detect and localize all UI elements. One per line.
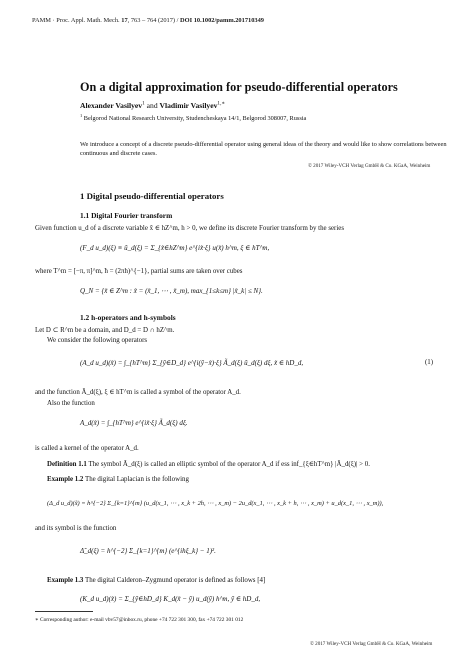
definition-text: The symbol Ã_d(ξ) is called an elliptic symbol of the operator A_d if ess inf_{ξ∈hT^m} |Ã_d(ξ)| > 0. <box>88 461 370 468</box>
paragraph-its-symbol: and its symbol is the function <box>35 525 117 532</box>
author-1: Alexander Vasilyev <box>80 101 143 110</box>
affiliation-mark: 1 <box>80 112 83 118</box>
author-1-affil-mark: 1 <box>142 100 145 107</box>
paragraph-fourier-intro: Given function u_d of a discrete variable x̃ ∈ hZ^m, h > 0, we define its discrete Fourier transform by the series <box>35 225 345 232</box>
subsection-heading-1-1: 1.1 Digital Fourier transform <box>80 211 173 220</box>
journal-name: PAMM · Proc. Appl. Math. Mech. <box>32 17 120 24</box>
paragraph-symbol: and the function Ã_d(ξ), ξ ∈ hT^m is called a symbol of the operator A_d. <box>35 389 241 396</box>
example-1-2-label: Example 1.2 <box>47 476 84 483</box>
equation-operator: (A_d u_d)(x̃) = ∫_{hT^m} Σ_{ỹ∈D_d} e^{i(ỹ−x̃)·ξ} Ã_d(ξ) ũ_d(ξ) dξ, x̃ ∈ hD_d, <box>80 359 304 367</box>
author-line <box>80 101 225 110</box>
paragraph-cubes: where T^m = [−π, π]^m, ħ = (2πh)^{−1}, partial sums are taken over cubes <box>35 268 243 275</box>
example-1-2-text: The digital Laplacian is the following <box>84 476 189 483</box>
paper-title: On a digital approximation for pseudo-differential operators <box>80 80 398 94</box>
equation-cubes: Q_N = {x̃ ∈ Z^m : x̃ = (x̃_1, ⋯ , x̃_m), max_{1≤k≤m} |x̃_k| ≤ N}. <box>80 287 263 295</box>
author-2: Vladimir Vasilyev <box>159 101 218 110</box>
affiliation-text: Belgorod National Research University, Studencheskaya 14/1, Belgorod 308007, Russia <box>83 115 307 122</box>
example-1-3-text: The digital Calderon–Zygmund operator is defined as follows [4] <box>84 577 266 584</box>
footnote: ∗ Corresponding author: e-mail vbv57@inbox.ru, phone +74 722 301 300, fax +74 722 301 012 <box>35 617 244 623</box>
equation-number: (1) <box>425 359 434 366</box>
section-heading: 1 Digital pseudo-differential operators <box>80 191 224 201</box>
author-2-affil-mark: 1,∗ <box>217 100 226 107</box>
equation-laplacian-symbol: Δ̃_d(ξ) = h^{−2} Σ_{k=1}^{m} (e^{ihξ_k} − 1)². <box>80 547 216 555</box>
example-1-3 <box>47 577 265 584</box>
example-1-3-label: Example 1.3 <box>47 577 84 584</box>
equation-calderon-zygmund: (K_d u_d)(x̃) = Σ_{ỹ∈hD_d} K_d(x̃ − ỹ) u_d(ỹ) h^m, ỹ ∈ hD_d, <box>80 595 261 603</box>
example-1-2 <box>47 476 189 483</box>
journal-pages: , 763 – 764 (2017) / <box>127 17 179 24</box>
author-conjunction: and <box>144 101 160 110</box>
paragraph-also: Also the function <box>47 400 95 407</box>
abstract: We introduce a concept of a discrete pseudo-differential operator using general ideas of the theory and would like to show correlations between continuous and discrete cases. <box>80 141 447 158</box>
paragraph-operators-intro: We consider the following operators <box>47 337 148 344</box>
definition-label: Definition 1.1 <box>47 461 87 468</box>
journal-header <box>32 17 264 24</box>
paragraph-kernel: is called a kernel of the operator A_d. <box>35 445 139 452</box>
definition-1-1 <box>47 460 457 468</box>
equation-kernel: A_d(x̃) = ∫_{hT^m} e^{ix̃·ξ} Ã_d(ξ) dξ. <box>80 419 188 427</box>
equation-laplacian: (Δ_d u_d)(x̃) = h^{−2} Σ_{k=1}^{m} (u_d(x_1, ⋯ , x_k + 2h, ⋯ , x_m) − 2u_d(x_1, ⋯ , x_k + h, ⋯ , x_m) + u_d(x_1, ⋯ , x_m)), <box>47 500 384 507</box>
footnote-rule <box>35 611 93 612</box>
journal-volume: 17 <box>121 17 128 24</box>
doi-link[interactable]: DOI 10.1002/pamm.201710349 <box>180 17 264 24</box>
equation-fourier-transform: (F_d u_d)(ξ) ≡ ũ_d(ξ) = Σ_{x̃∈hZ^m} e^{ix̃·ξ} u(x̃) h^m, ξ ∈ hT^m, <box>80 244 270 252</box>
subsection-heading-1-2: 1.2 h-operators and h-symbols <box>80 313 176 322</box>
paragraph-domain: Let D ⊂ R^m be a domain, and D_d = D ∩ hZ^m. <box>35 327 175 334</box>
copyright-bottom: © 2017 Wiley-VCH Verlag GmbH & Co. KGaA, Weinheim <box>310 641 433 647</box>
affiliation <box>80 112 307 122</box>
copyright-top: © 2017 Wiley-VCH Verlag GmbH & Co. KGaA, Weinheim <box>308 163 431 169</box>
